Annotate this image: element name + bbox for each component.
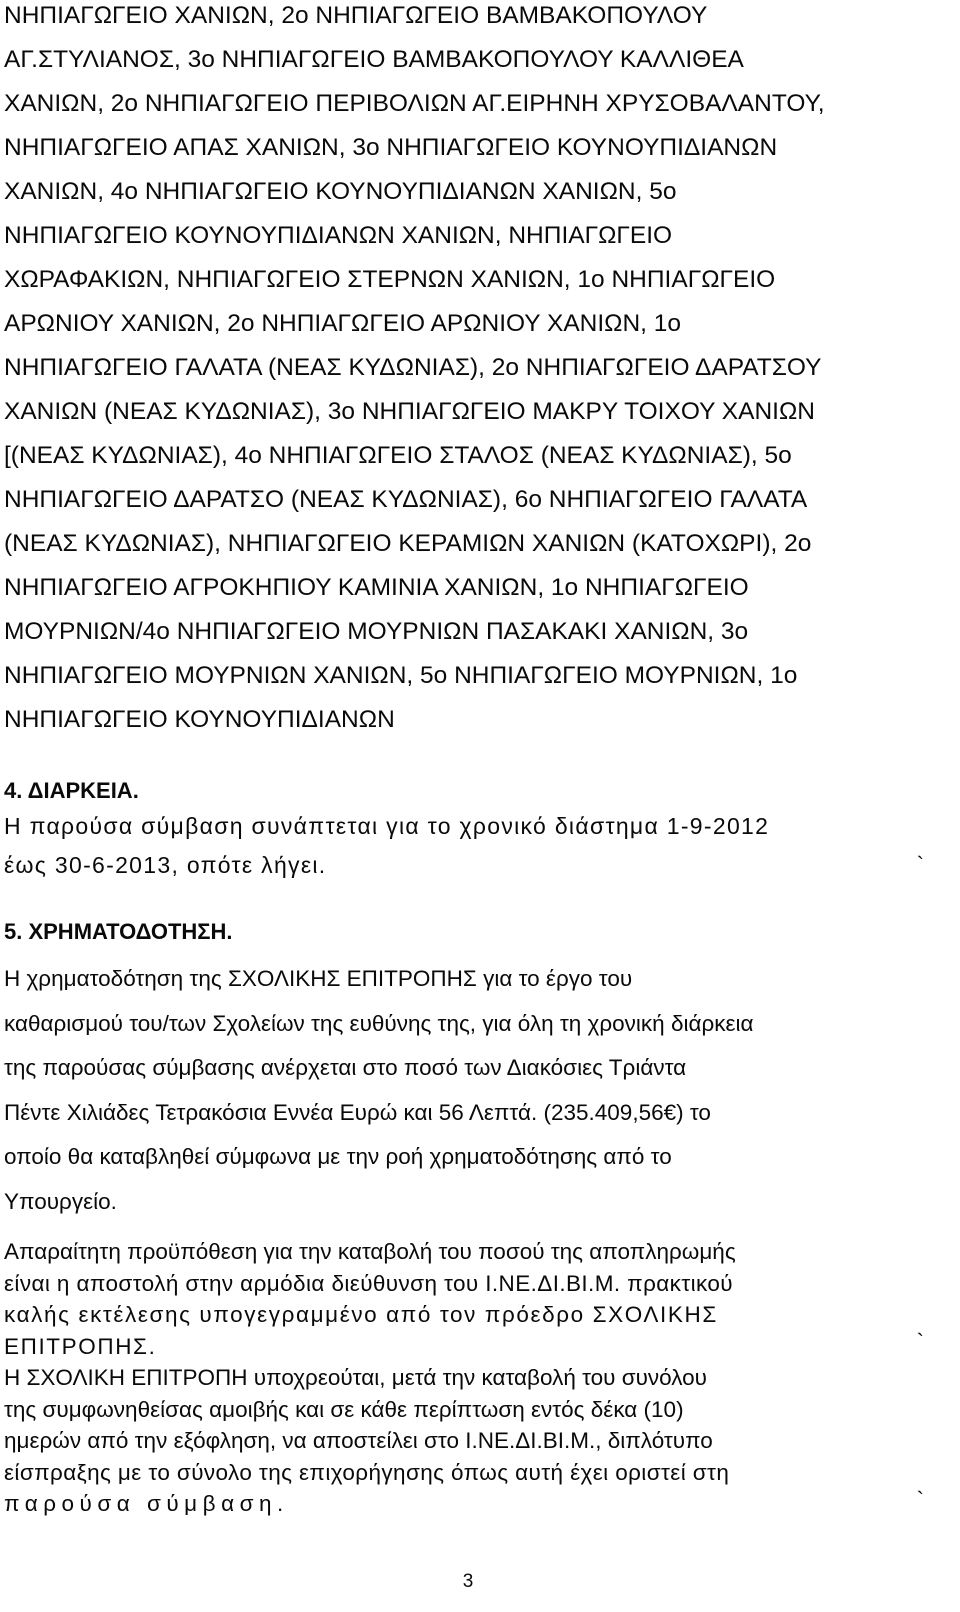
funding-line: Η χρηματοδότηση της ΣΧΟΛΙΚΗΣ ΕΠΙΤΡΟΠΗΣ για το έργο του — [4, 966, 633, 991]
obligation-line: είσπραξης με το σύνολο της επιχορήγησης όπως αυτή έχει οριστεί στη — [4, 1459, 730, 1485]
school-list-line: ΑΡΩΝΙΟΥ ΧΑΝΙΩΝ, 2ο ΝΗΠΙΑΓΩΓΕΙΟ ΑΡΩΝΙΟΥ ΧΑΝΙΩΝ, 1ο — [4, 310, 682, 337]
school-list-line: (ΝΕΑΣ ΚΥΔΩΝΙΑΣ), ΝΗΠΙΑΓΩΓΕΙΟ ΚΕΡΑΜΙΩΝ ΧΑΝΙΩΝ (ΚΑΤΟΧΩΡΙ), 2ο — [4, 530, 812, 557]
section-heading-duration: 4. ΔΙΑΡΚΕΙΑ. — [4, 778, 139, 803]
funding-line: οποίο θα καταβληθεί σύμφωνα με την ροή χρηματοδότησης από το — [4, 1144, 672, 1169]
grave-mark: ` — [916, 1329, 924, 1354]
duration-line: Η παρούσα σύμβαση συνάπτεται για το χρονικό διάστημα 1-9-2012 — [4, 813, 770, 839]
school-list-line: ΝΗΠΙΑΓΩΓΕΙΟ ΜΟΥΡΝΙΩΝ ΧΑΝΙΩΝ, 5ο ΝΗΠΙΑΓΩΓΕΙΟ ΜΟΥΡΝΙΩΝ, 1ο — [4, 662, 798, 689]
school-list-line: ΧΑΝΙΩΝ (ΝΕΑΣ ΚΥΔΩΝΙΑΣ), 3ο ΝΗΠΙΑΓΩΓΕΙΟ ΜΑΚΡΥ ΤΟΙΧΟΥ ΧΑΝΙΩΝ — [4, 398, 815, 425]
funding-line: Πέντε Χιλιάδες Τετρακόσια Εννέα Ευρώ και 56 Λεπτά. (235.409,56€) το — [4, 1099, 711, 1125]
requirement-line: ΕΠΙΤΡΟΠΗΣ. — [4, 1333, 157, 1359]
obligation-line: παρούσα σύμβαση. — [4, 1491, 289, 1516]
funding-line: καθαρισμού του/των Σχολείων της ευθύνης της, για όλη τη χρονική διάρκεια — [4, 1010, 754, 1036]
obligation-line: Η ΣΧΟΛΙΚΗ ΕΠΙΤΡΟΠΗ υποχρεούται, μετά την καταβολή του συνόλου — [4, 1365, 707, 1390]
school-list-line: ΧΩΡΑΦΑΚΙΩΝ, ΝΗΠΙΑΓΩΓΕΙΟ ΣΤΕΡΝΩΝ ΧΑΝΙΩΝ, 1ο ΝΗΠΙΑΓΩΓΕΙΟ — [4, 266, 776, 293]
school-list-line: ΝΗΠΙΑΓΩΓΕΙΟ ΑΓΡΟΚΗΠΙΟΥ ΚΑΜΙΝΙΑ ΧΑΝΙΩΝ, 1ο ΝΗΠΙΑΓΩΓΕΙΟ — [4, 574, 749, 601]
requirement-line: καλής εκτέλεσης υπογεγραμμένο από τον πρόεδρο ΣΧΟΛΙΚΗΣ — [4, 1302, 718, 1327]
grave-mark: ` — [916, 1487, 924, 1512]
page-number: 3 — [462, 1571, 474, 1592]
school-list-line: ΧΑΝΙΩΝ, 2ο ΝΗΠΙΑΓΩΓΕΙΟ ΠΕΡΙΒΟΛΙΩΝ ΑΓ.ΕΙΡΗΝΗ ΧΡΥΣΟΒΑΛΑΝΤΟΥ, — [4, 90, 825, 117]
obligation-line: της συμφωνηθείσας αμοιβής και σε κάθε περίπτωση εντός δέκα (10) — [4, 1396, 684, 1422]
funding-paragraph — [4, 957, 754, 1224]
funding-line: Υπουργείο. — [4, 1188, 117, 1214]
school-list-line: ΝΗΠΙΑΓΩΓΕΙΟ ΑΠΑΣ ΧΑΝΙΩΝ, 3ο ΝΗΠΙΑΓΩΓΕΙΟ ΚΟΥΝΟΥΠΙΔΙΑΝΩΝ — [4, 134, 778, 161]
school-list-line: ΝΗΠΙΑΓΩΓΕΙΟ ΚΟΥΝΟΥΠΙΔΙΑΝΩΝ — [4, 706, 395, 733]
school-list-line: ΝΗΠΙΑΓΩΓΕΙΟ ΓΑΛΑΤΑ (ΝΕΑΣ ΚΥΔΩΝΙΑΣ), 2ο ΝΗΠΙΑΓΩΓΕΙΟ ΔΑΡΑΤΣΟΥ — [4, 354, 822, 381]
school-list-line: [(ΝΕΑΣ ΚΥΔΩΝΙΑΣ), 4ο ΝΗΠΙΑΓΩΓΕΙΟ ΣΤΑΛΟΣ (ΝΕΑΣ ΚΥΔΩΝΙΑΣ), 5ο — [4, 442, 792, 469]
school-list-line: ΜΟΥΡΝΙΩΝ/4ο ΝΗΠΙΑΓΩΓΕΙΟ ΜΟΥΡΝΙΩΝ ΠΑΣΑΚΑΚΙ ΧΑΝΙΩΝ, 3ο — [4, 618, 749, 645]
school-list-line: ΝΗΠΙΑΓΩΓΕΙΟ ΧΑΝΙΩΝ, 2ο ΝΗΠΙΑΓΩΓΕΙΟ ΒΑΜΒΑΚΟΠΟΥΛΟΥ — [4, 2, 708, 29]
duration-paragraph — [4, 807, 769, 885]
requirement-line: Απαραίτητη προϋπόθεση για την καταβολή του ποσού της αποπληρωμής — [4, 1239, 736, 1264]
school-list-line: ΝΗΠΙΑΓΩΓΕΙΟ ΚΟΥΝΟΥΠΙΔΙΑΝΩΝ ΧΑΝΙΩΝ, ΝΗΠΙΑΓΩΓΕΙΟ — [4, 222, 673, 249]
school-list — [4, 0, 825, 742]
requirement-line: είναι η αποστολή στην αρμόδια διεύθυνση του Ι.ΝΕ.ΔΙ.ΒΙ.Μ. πρακτικού — [4, 1270, 734, 1296]
section-heading-funding: 5. ΧΡΗΜΑΤΟΔΟΤΗΣΗ. — [4, 919, 233, 944]
grave-mark: ` — [916, 852, 924, 877]
funding-line: της παρούσας σύμβασης ανέρχεται στο ποσό των Διακόσιες Τριάντα — [4, 1055, 687, 1080]
obligation-line: ημερών από την εξόφληση, να αποστείλει στο Ι.ΝΕ.ΔΙ.ΒΙ.Μ., διπλότυπο — [4, 1428, 713, 1453]
requirement-paragraph — [4, 1236, 736, 1362]
obligation-paragraph — [4, 1362, 729, 1520]
duration-line: έως 30-6-2013, οπότε λήγει. — [4, 852, 327, 878]
school-list-line: ΝΗΠΙΑΓΩΓΕΙΟ ΔΑΡΑΤΣΟ (ΝΕΑΣ ΚΥΔΩΝΙΑΣ), 6ο ΝΗΠΙΑΓΩΓΕΙΟ ΓΑΛΑΤΑ — [4, 486, 808, 513]
school-list-line: ΑΓ.ΣΤΥΛΙΑΝΟΣ, 3ο ΝΗΠΙΑΓΩΓΕΙΟ ΒΑΜΒΑΚΟΠΟΥΛΟΥ ΚΑΛΛΙΘΕΑ — [4, 46, 744, 73]
school-list-line: ΧΑΝΙΩΝ, 4ο ΝΗΠΙΑΓΩΓΕΙΟ ΚΟΥΝΟΥΠΙΔΙΑΝΩΝ ΧΑΝΙΩΝ, 5ο — [4, 178, 677, 205]
